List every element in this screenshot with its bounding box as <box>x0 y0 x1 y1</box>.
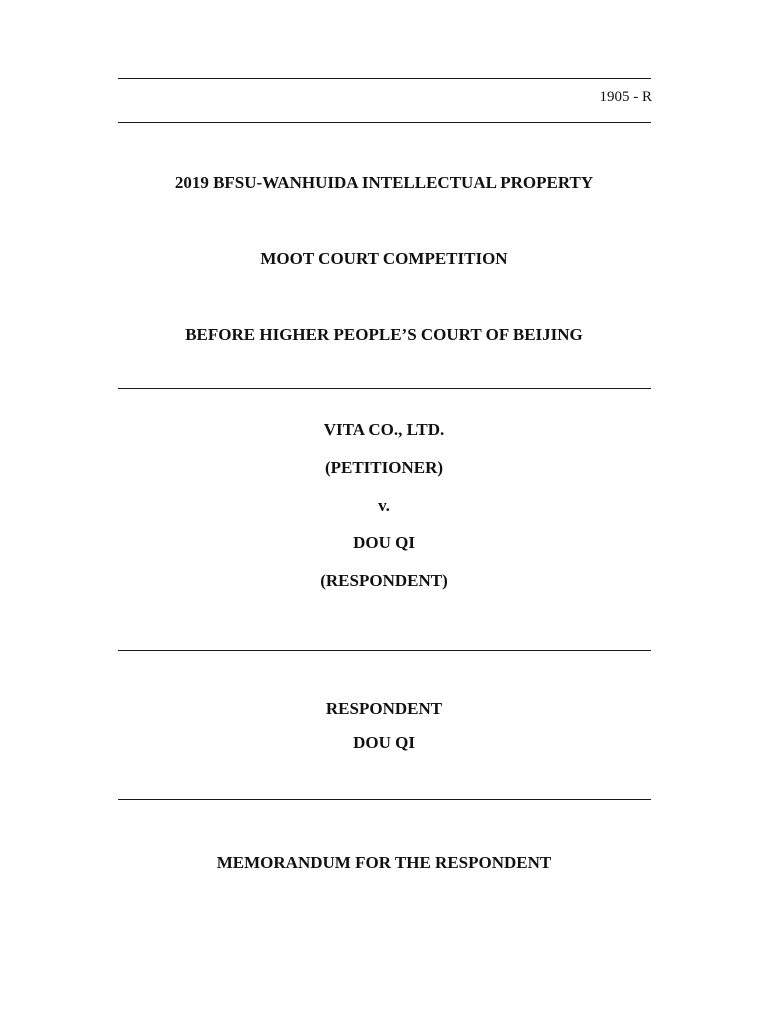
petitioner-name: VITA CO., LTD. <box>323 420 445 439</box>
petitioner-role: (PETITIONER) <box>324 458 444 477</box>
parties-section-rule <box>118 650 651 651</box>
case-code: 1905 - R <box>599 89 652 105</box>
header-bottom-rule <box>118 122 651 123</box>
respondent-name: DOU QI <box>353 533 415 552</box>
submitting-party-role: RESPONDENT <box>325 699 443 718</box>
versus-label: v. <box>378 496 390 515</box>
memorandum-title: MEMORANDUM FOR THE RESPONDENT <box>216 853 552 872</box>
court-section-rule <box>118 388 651 389</box>
competition-title-line2: MOOT COURT COMPETITION <box>260 249 508 268</box>
respondent-role: (RESPONDENT) <box>320 571 448 590</box>
court-name: BEFORE HIGHER PEOPLE’S COURT OF BEIJING <box>185 325 583 344</box>
top-rule <box>118 78 651 79</box>
competition-title-line1: 2019 BFSU-WANHUIDA INTELLECTUAL PROPERTY <box>174 173 594 192</box>
submitter-section-rule <box>118 799 651 800</box>
submitting-party-name: DOU QI <box>353 733 415 752</box>
